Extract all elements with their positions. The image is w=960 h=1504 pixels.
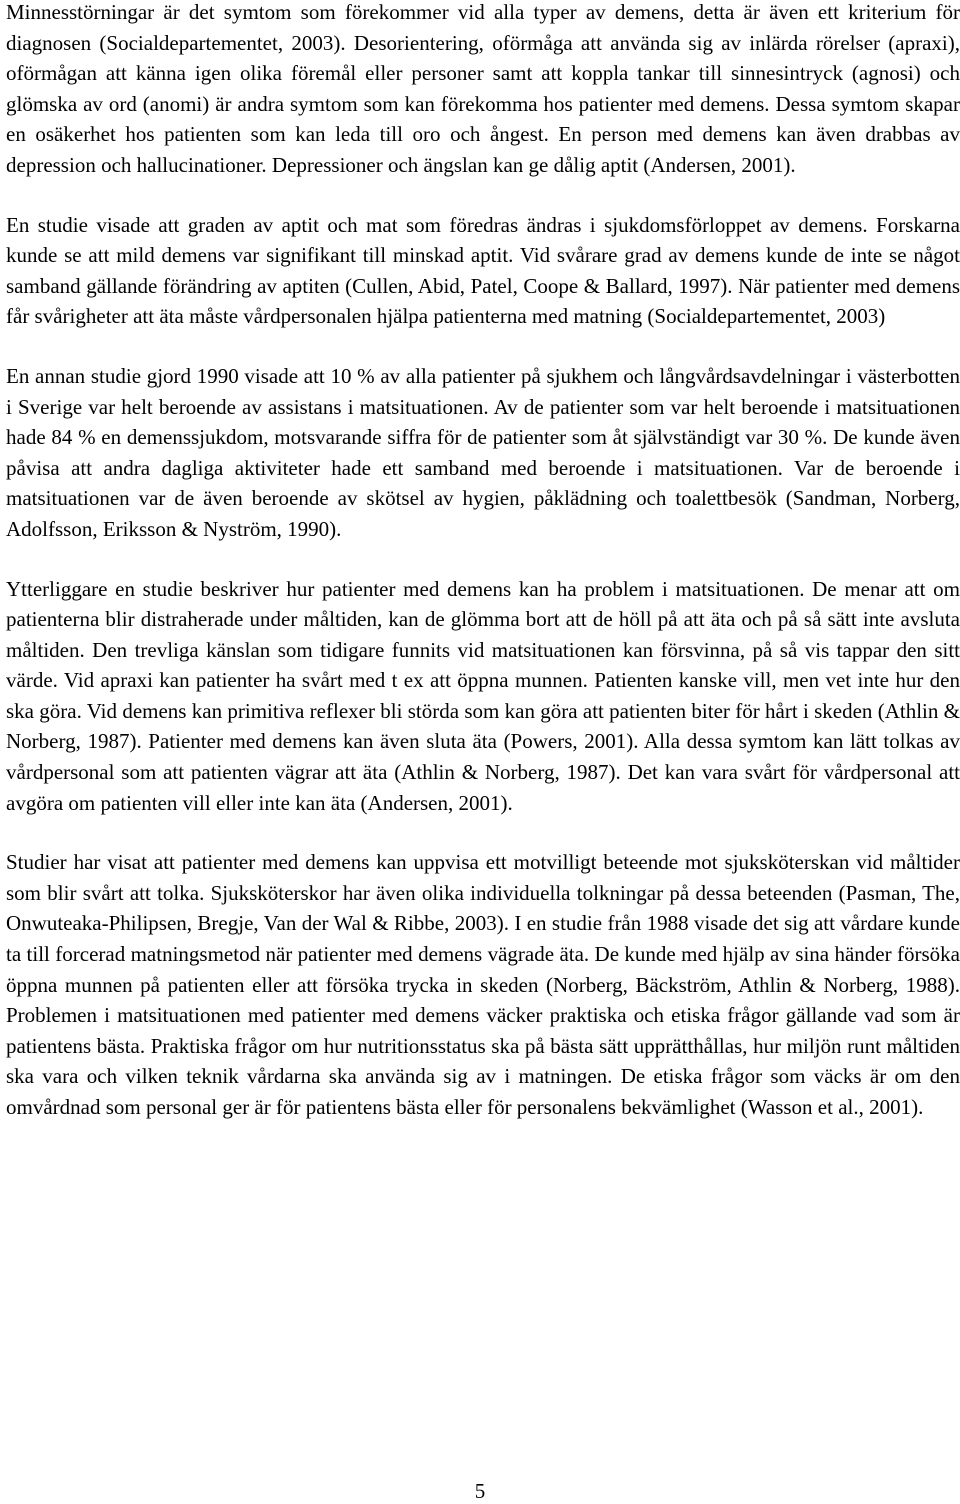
page-number: 5 <box>474 1479 486 1503</box>
paragraph-reluctant-behavior: Studier har visat att patienter med demens kan uppvisa ett motvilligt beteende mot sjuksköterskan vid måltider som blir svårt att tolka. Sjuksköterskor har även olika individuella tolkningar på dessa beteenden (Pasman, The, Onwuteaka-Philipsen, Bregje, Van der Wal & Ribbe, 2003). I en studie från 1988 visade det sig att vårdare kunde ta till forcerad matningsmetod när patienter med demens vägrade äta. De kunde med hjälp av sina händer försöka öppna munnen på patienten eller att försöka trycka in skeden (Norberg, Bäckström, Athlin & Norberg, 1988). Problemen i matsituationen med patienter med demens väcker praktiska och etiska frågor gällande vad som är patientens bästa. Praktiska frågor om hur nutritionsstatus ska på bästa sätt upprätthållas, hur miljön runt måltiden ska vara och vilken teknik vårdarna ska använda sig av i matningen. De etiska frågor som väcks är om den omvårdnad som personal ger är för patientens bästa eller för personalens bekvämlighet (Wasson et al., 2001). <box>6 850 960 1119</box>
paragraph-appetite-study: En studie visade att graden av aptit och mat som föredras ändras i sjukdomsförloppet av demens. Forskarna kunde se att mild demens var signifikant till minskad aptit. Vid svårare grad av demens kunde de inte se något samband gällande förändring av aptiten (Cullen, Abid, Patel, Coope & Ballard, 1997). När patienter med demens får svårigheter att äta måste vårdpersonalen hjälpa patienterna med matning (Socialdepartementet, 2003) <box>6 212 960 329</box>
paragraph-eating-problems: Ytterliggare en studie beskriver hur patienter med demens kan ha problem i matsituationen. De menar att om patienterna blir distraherade under måltiden, kan de glömma bort att de höll på att äta och på så sätt inte avsluta måltiden. Den trevliga känslan som tidigare funnits vid matsituationen kan försvinna, på så vis tappar den sitt värde. Vid apraxi kan patienter ha svårt med t ex att öppna munnen. Patienten kanske vill, men vet inte hur den ska göra. Vid demens kan primitiva reflexer bli störda som kan göra att patienten biter för hårt i skeden (Athlin & Norberg, 1987). Patienter med demens kan även sluta äta (Powers, 2001). Alla dessa symtom kan lätt tolkas av vårdpersonal som att patienten vägrar att äta (Athlin & Norberg, 1987). Det kan vara svårt för vårdpersonal att avgöra om patienten vill eller inte kan äta (Andersen, 2001). <box>6 576 960 815</box>
paragraph-dementia-symptoms: Minnesstörningar är det symtom som förekommer vid alla typer av demens, detta är även ett kriterium för diagnosen (Socialdepartementet, 2003). Desorientering, oförmåga att använda sig av inlärda rörelser (apraxi), oförmågan att känna igen olika föremål eller personer samt att koppla tankar till sinnesintryck (agnosi) och glömska av ord (anomi) är andra symtom som kan förekomma hos patienter med demens. Dessa symtom skapar en osäkerhet hos patienten som kan leda till oro och ångest. En person med demens kan även drabbas av depression och hallucinationer. Depressioner och ängslan kan ge dålig aptit (Andersen, 2001). <box>6 0 960 177</box>
document-body <box>6 0 960 1123</box>
paragraph-dependency-study: En annan studie gjord 1990 visade att 10 % av alla patienter på sjukhem och långvårdsavdelningar i västerbotten i Sverige var helt beroende av assistans i matsituationen. Av de patienter som var helt beroende i matsituationen hade 84 % en demenssjukdom, motsvarande siffra för de patienter som åt självständigt var 30 %. De kunde även påvisa att andra dagliga aktiviteter hade ett samband med beroende i matsituationen. Var de beroende i matsituationen var de även beroende av skötsel av hygien, påklädning och toalettbesök (Sandman, Norberg, Adolfsson, Eriksson & Nyström, 1990). <box>6 363 960 541</box>
